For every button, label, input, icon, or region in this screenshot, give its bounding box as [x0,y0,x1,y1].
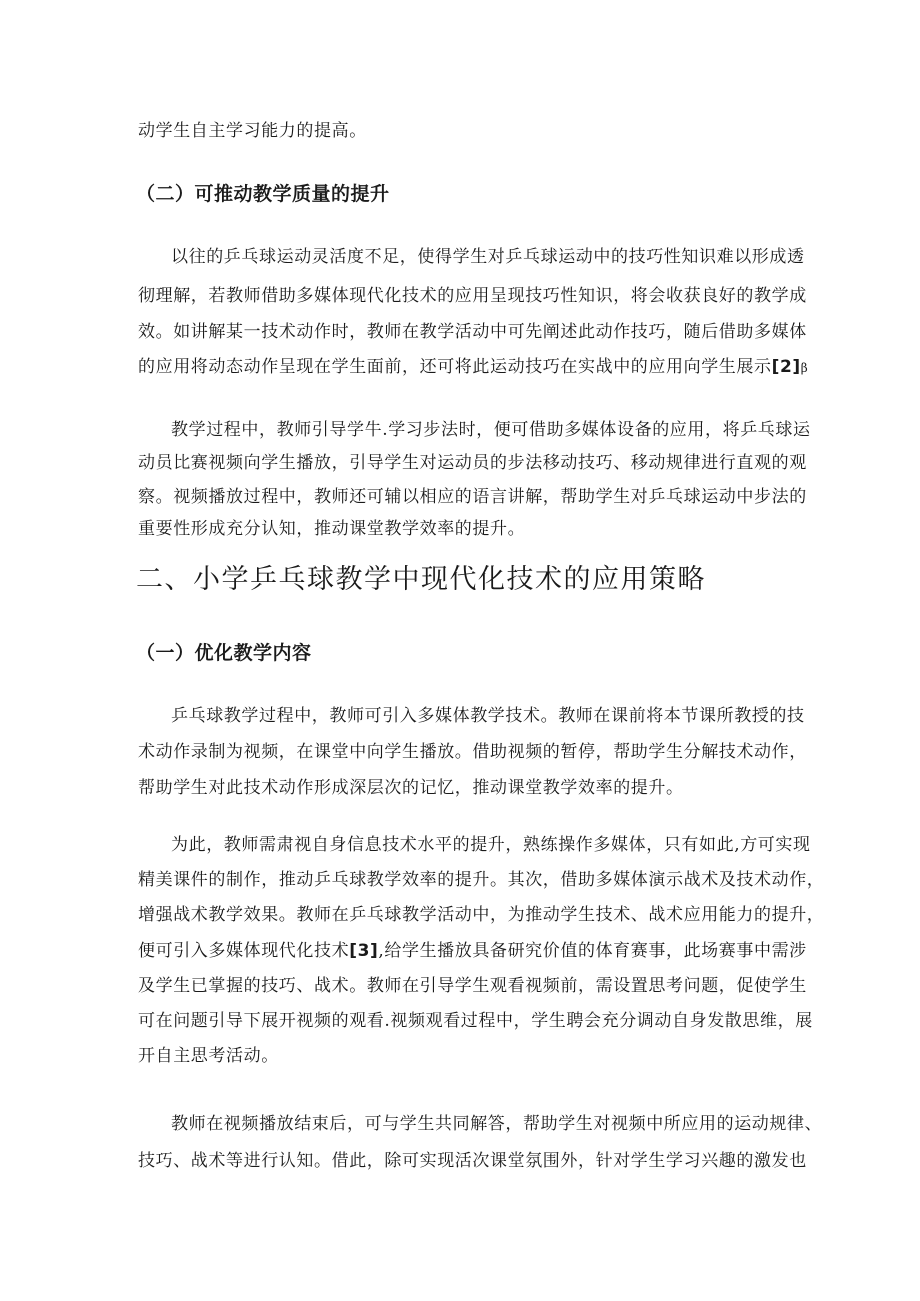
paragraph-text: 的应用将动态动作呈现在学生面前，还可将此运动技巧在实战中的应用向学生展示 [138,357,772,377]
paragraph-line: 效。如讲解某一技术动作时，教师在教学活动中可先阐述此动作技巧，随后借助多媒体 [138,322,807,342]
stray-mark: β [800,361,809,375]
paragraph-line: 乒乓球教学过程中，教师可引入多媒体教学技术。教师在课前将本节课所教授的技 [171,706,805,726]
section-heading: 二、小学乒乓球教学中现代化技术的应用策略 [136,564,706,595]
paragraph-line [138,940,807,962]
subsection-heading: （一）优化教学内容 [136,642,312,664]
paragraph-line: 重要性形成充分认知，推动课堂教学效率的提升。 [138,519,526,539]
paragraph-line: 以往的乒乓球运动灵活度不足，使得学生对乒乓球运动中的技巧性知识难以形成透 [171,247,805,267]
paragraph-line: 帮助学生对此技术动作形成深层次的记忆，推动课堂教学效率的提升。 [138,778,684,798]
paragraph-text: ,给学生播放具备研究价值的体育赛事，此场赛事中需涉 [378,941,807,961]
paragraph-line: 增强战术教学效果。教师在乒乓球教学活动中，为推动学生技术、战术应用能力的提升， [138,905,825,925]
paragraph-line: 教学过程中，教师引导学牛.学习步法时，便可借助多媒体设备的应用，将乒乓球运 [171,420,811,440]
citation-reference: [2] [771,357,801,377]
paragraph-line: 技巧、战术等进行认知。借此，除可实现活次课堂氛围外，针对学生学习兴趣的激发也 [138,1151,807,1171]
citation-reference: [3] [349,941,379,961]
paragraph-line: 及学生已掌握的技巧、战术。教师在引导学生观看视频前，需设置思考问题，促使学生 [138,976,807,996]
paragraph-line: 术动作录制为视频，在课堂中向学生播放。借助视频的暂停，帮助学生分解技术动作， [138,742,807,762]
paragraph-line: 彻理解，若教师借助多媒体现代化技术的应用呈现技巧性知识，将会收获良好的教学成 [138,286,807,306]
paragraph-line: 动学生自主学习能力的提高。 [138,121,367,141]
paragraph-line: 为此，教师需肃视自身信息技术水平的提升，熟练操作多媒体，只有如此,方可实现 [171,835,811,855]
paragraph-line: 可在问题引导下展开视频的观看.视频观看过程中，学生聘会充分调动自身发散思维，展 [138,1011,813,1031]
paragraph-line: 教师在视频播放结束后，可与学生共同解答，帮助学生对视频中所应用的运动规律、 [171,1114,823,1134]
paragraph-line [138,356,808,379]
paragraph-text: 便可引入多媒体现代化技术 [138,941,350,961]
paragraph-line: 精美课件的制作，推动乒乓球教学效率的提升。其次，借助多媒体演示战术及技术动作， [138,870,825,890]
paragraph-line: 开自主思考活动。 [138,1046,279,1066]
subsection-heading: （二）可推动教学质量的提升 [136,183,390,205]
paragraph-line: 察。视频播放过程中，教师还可辅以相应的语言讲解，帮助学生对乒乓球运动中步法的 [138,487,807,507]
paragraph-line: 动员比赛视频向学生播放，引导学生对运动员的步法移动技巧、移动规律进行直观的观 [138,453,807,473]
